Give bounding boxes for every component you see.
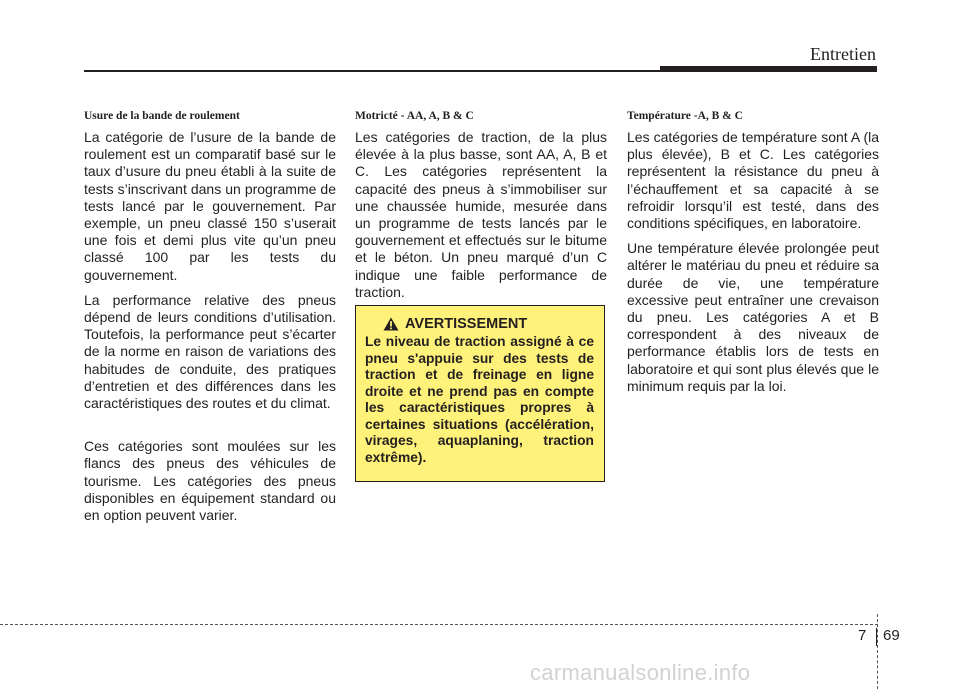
traction-heading: Motricté - AA, A, B & C [355, 110, 474, 122]
traction-paragraph-1: Les catégories de traction, de la plus élevée à la plus basse, sont AA, A, B et C. Les catégories représentent la capacité des pneus à s’immobiliser sur une chaussée humide, mesurée dans un programme de tests lancés par le gouvernement et effectués sur le bitume et le béton. Un pneu marqué d’un C indique une faible performance de traction. [355, 129, 607, 300]
paragraph-gap [84, 420, 336, 438]
warning-text: Le niveau de traction assigné à ce pneu s'appuie sur des tests de traction et de freinage en ligne droite et ne prend pas en compte les caractéristiques propres à certaines situations (accélération, virages, aquaplaning, traction extrême). [365, 334, 594, 465]
temperature-paragraph-2: Une température élevée prolongée peut altérer le matériau du pneu et réduire sa durée de vie, une température excessive peut entraîner une crevaison du pneu. Les catégories A et B correspondent à des niveaux de performance établis lors de tests en laboratoire et qui sont plus élevés que le minimum requis par la loi. [627, 240, 879, 394]
warning-box [355, 305, 605, 482]
warning-triangle-icon [383, 317, 399, 331]
tread-wear-paragraph-1: La catégorie de l’usure de la bande de roulement est un comparatif basé sur le taux d’usure du pneu établi à la suite de tests s’inscrivant dans un programme de tests lancé par le gouvernement. Par exemple, un pneu classé 150 s’userait une fois et demi plus vite qu’un pneu classé 100 par les tests du gouvernement. [84, 129, 336, 283]
column-temperature [627, 110, 879, 403]
tread-wear-paragraph-2: La performance relative des pneus dépend de leurs conditions d’utilisation. Toutefois, la performance peut s’écarter de la norme en raison de variations des habitudes de conduite, des pratiques d’entretien et des différences dans les caractéristiques des routes et du climat. [84, 291, 336, 412]
watermark: carmanualsonline.info [530, 660, 751, 685]
column-tread-wear [84, 110, 336, 532]
header-rule-thick [660, 66, 877, 72]
page-number: 69 [883, 627, 900, 644]
temperature-paragraph-1: Les catégories de température sont A (la plus élevée), B et C. Les catégories représentent la résistance du pneu à l’échauffement et sa capacité à se refroidir lorsqu’il est testé, dans des conditions spécifiques, en laboratoire. [627, 129, 879, 232]
chapter-number: 7 [858, 627, 867, 644]
tread-wear-paragraph-3: Ces catégories sont moulées sur les flancs des pneus des véhicules de tourisme. Les catégories des pneus disponibles en équipement standard ou en option peuvent varier. [84, 438, 336, 524]
footer-dashed-line [0, 624, 878, 625]
column-traction [355, 110, 607, 309]
tread-wear-heading: Usure de la bande de roulement [84, 110, 240, 122]
warning-header [383, 316, 594, 332]
header-rule-thin [84, 70, 660, 72]
section-title: Entretien [810, 44, 876, 64]
warning-title: AVERTISSEMENT [405, 316, 528, 332]
page-number-separator [876, 628, 877, 646]
footer-vertical-dashed-line [877, 614, 878, 689]
temperature-heading: Température -A, B & C [627, 110, 743, 122]
